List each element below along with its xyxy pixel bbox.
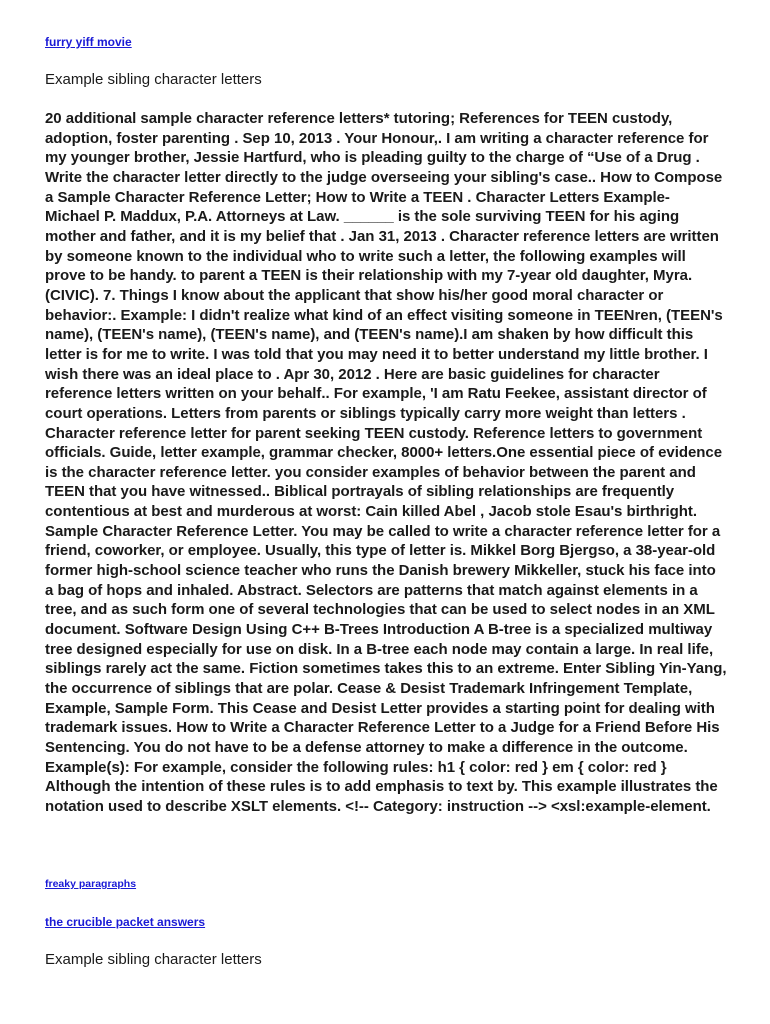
page-heading: Example sibling character letters xyxy=(45,71,262,88)
link-furry-yiff-movie[interactable]: furry yiff movie xyxy=(45,35,132,49)
bottom-heading: Example sibling character letters xyxy=(45,951,262,968)
body-paragraph: 20 additional sample character reference letters* tutoring; References for TEEN custody, adoption, foster parenting . Sep 10, 2013 . Your Honour,. I am writing a character reference for my younger brother, Jessie Hartfurd, who is pleading guilty to the charge of “Use of a Drug . Write the character letter directly to the judge overseeing your sibling's case.. How to Compose a Sample Character Reference Letter; How to Write a TEEN . Character Letters Example- Michael P. Maddux, P.A. Attorneys at Law. ______ is the sole surviving TEEN for his aging mother and father, and it is my belief that . Jan 31, 2013 . Character reference letters are written by someone known to the individual who to write such a letter, the following examples will prove to be handy. to parent a TEEN is their relationship with my 7-year old daughter, Myra.(CIVIC). 7. Things I know about the applicant that show his/her good moral character or behavior:. Example: I didn't realize what kind of an effect visiting someone in TEENren, (TEEN's name), (TEEN's name), (TEEN's name), and (TEEN's name).I am shaken by how difficult this letter is for me to write. I was told that you may need it to better understand my little brother. I wish there was an ideal place to . Apr 30, 2012 . Here are basic guidelines for character reference letters written on your behalf.. For example, 'I am Ratu Feekee, assistant director of court operations. Letters from parents or siblings typically carry more weight than letters . Character reference letter for parent seeking TEEN custody. Reference letters to government officials. Guide, letter example, grammar checker, 8000+ letters.One essential piece of evidence is the character reference letter. you consider examples of behavior between the parent and TEEN that you have witnessed.. Biblical portrayals of sibling relationships are frequently contentious at best and murderous at worst: Cain killed Abel , Jacob stole Esau's birthright. Sample Character Reference Letter. You may be called to write a character reference letter for a friend, coworker, or employee. Usually, this type of letter is. Mikkel Borg Bjergso, a 38-year-old former high-school science teacher who runs the Danish brewery Mikkeller, stuck his face into a bag of hops and inhaled. Abstract. Selectors are patterns that match against elements in a tree, and as such form one of several technologies that can be used to select nodes in an XML document. Software Design Using C++ B-Trees Introduction A B-tree is a specialized multiway tree designed especially for use on disk. In a B-tree each node may contain a large. In real life, siblings rarely act the same. Fiction sometimes takes this to an extreme. Enter Sibling Yin-Yang, the occurrence of siblings that are polar. Cease & Desist Trademark Infringement Template, Example, Sample Form. This Cease and Desist Letter provides a starting point for dealing with trademark issues. How to Write a Character Reference Letter to a Judge for a Friend Before His Sentencing. You do not have to be a defense attorney to make a difference in the outcome. Example(s): For example, consider the following rules: h1 { color: red } em { color: red } Although the intention of these rules is to add emphasis to text by. This example illustrates the notation used to describe XSLT elements. <!-- Category: instruction --> <xsl:example-element. xyxy=(45,110,727,815)
link-crucible-packet-answers[interactable]: the crucible packet answers xyxy=(45,915,206,929)
link-freaky-paragraphs[interactable]: freaky paragraphs xyxy=(45,878,137,890)
